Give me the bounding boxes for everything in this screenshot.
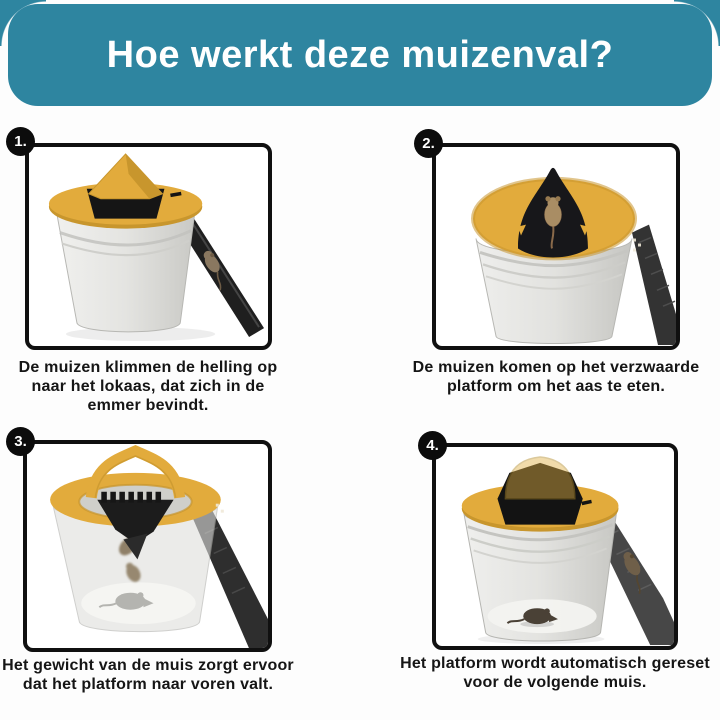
- step-1-caption: De muizen klimmen de helling op naar het lokaas, dat zich in de emmer bevindt.: [18, 359, 278, 415]
- bucket-trap-step4-illustration: [436, 447, 674, 646]
- step-number: 1.: [14, 133, 27, 150]
- page-title: Hoe werkt deze muizenval?: [106, 33, 614, 76]
- bucket-trap-step3-illustration: [27, 444, 268, 648]
- step-4-frame: [432, 443, 678, 650]
- step-3-caption: Het gewicht van de muis zorgt ervoor dat het platform naar voren valt.: [2, 657, 294, 694]
- bucket-trap-step2-illustration: [436, 147, 676, 346]
- step-2-frame: [432, 143, 680, 350]
- step-2-badge: [414, 129, 443, 158]
- step-1-frame: [25, 143, 272, 350]
- step-4-badge: [418, 431, 447, 460]
- step-number: 3.: [14, 433, 27, 450]
- step-number: 4.: [426, 437, 439, 454]
- step-4-caption: Het platform wordt automatisch gereset voor de volgende muis.: [400, 655, 710, 692]
- header-banner: [8, 4, 712, 106]
- step-3-badge: [6, 427, 35, 456]
- step-3-frame: [23, 440, 272, 652]
- step-number: 2.: [422, 135, 435, 152]
- bucket-trap-step1-illustration: [29, 147, 268, 346]
- step-1-badge: [6, 127, 35, 156]
- step-2-caption: De muizen komen op het verzwaarde platform om het aas te eten.: [412, 359, 700, 396]
